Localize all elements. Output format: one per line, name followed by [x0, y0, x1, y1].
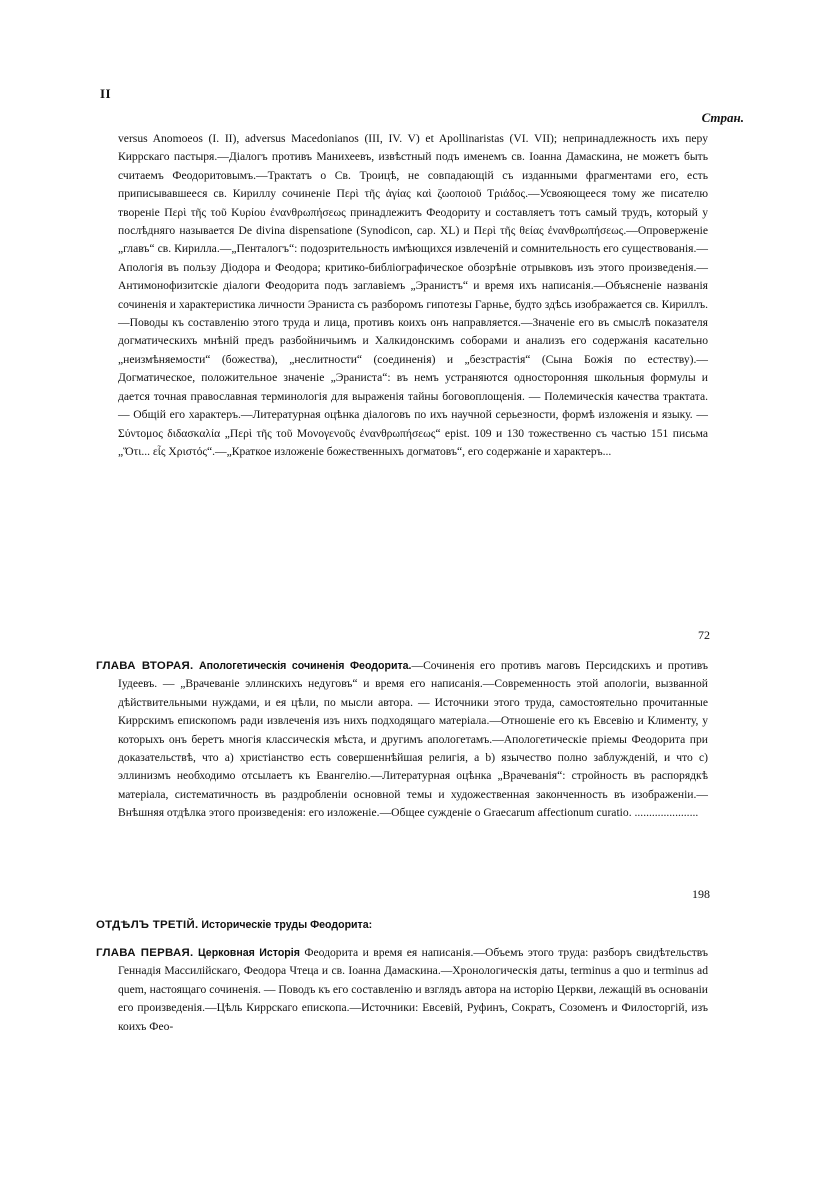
- entry-text: versus Anomoeos (I. II), adversus Macedonianos (III, IV. V) et Apollinaristas (VI. VII); непринадлежность ихъ перу Киррскаго пастыря.—Діалогъ противъ Манихеевъ, извѣстный подъ именемъ св. Іоанна Дамаскина, не можетъ быть считаемъ Феодоритовымъ.—Трактатъ о Св. Троицѣ, не совпадающій съ изданными фрагментами его, есть приписывавшееся св. Кириллу сочиненіе Περὶ τῆς ἁγίας καὶ ζωοποιοῦ Τριάδος.—Усвояющееся тому же писателю твореніе Περὶ τῆς τοῦ Κυρίου ἐνανθρωπήσεως принадлежитъ Феодориту и составляетъ тотъ самый трудъ, который у послѣдняго называется De divina dispensatione (Synodicon, cap. XL) и Περὶ τῆς θείας ἐνανθρωπήσεως.—Опроверженіе „главъ“ св. Кирилла.—„Пенталогъ“: подозрительность имѣющихся извлеченій и сомнительность его существованія.—Апологія въ пользу Діодора и Феодора; критико-библіографическое обозрѣніе отрывковъ изъ этого произведенія.—Антимонофизитскіе діалоги Феодорита подъ заглавіемъ „Эранистъ“ и время ихъ написанія.—Объясненіе названія сочиненія и характеристика личности Эраниста съ разборомъ гипотезы Гарнье, будто здѣсь изображается св. Кириллъ.—Поводы къ составленію этого труда и лица, противъ коихъ онъ направляется.—Значеніе его въ смыслѣ показателя догматическихъ мнѣній предъ разбойничьимъ и Халкидонскимъ соборами и анализъ его содержанія касательно „неизмѣняемости“ (божества), „неслитности“ (соединенія) и „безстрастія“ (Сына Божія по естеству).—Догматическое, положительное значеніе „Эраниста“: въ немъ устраняются односторонняя школьныя формулы и дается точная православная терминологія для выраженія тайны боговоплощенія. — Полемическія качества трактата. — Общій его характеръ.—Литературная оцѣнка діалоговъ по ихъ научной серьезности, формѣ изложенія и языку. — Σύντομος διδασκαλία „Περὶ τῆς τοῦ Μονογενοῦς ἐνανθρωπήσεως“ epist. 109 и 130 тожественно съ частью 151 письма „Ὅτι... εἷς Χριστός“.—„Краткое изложеніе божественныхъ догматовъ“, его содержаніе и характеръ...: [118, 132, 708, 458]
- entry-text: Феодорита и время ея написанія.—Объемъ этого труда: разборъ свидѣтельствъ Геннадія Массилійскаго, Феодора Чтеца и св. Іоанна Дамаскина.—Хронологическія даты, terminus a quo и terminus ad quem, настоящаго сочиненія. — Поводъ къ его составленію и взглядъ автора на исторію Церкви, лежащій въ основаніи его произведенія.—Цѣль Киррскаго епископа.—Источники: Евсевій, Руфинъ, Сократъ, Созоменъ и Филосторгій, изъ коихъ Фео-: [118, 946, 708, 1033]
- part-subheading: Историческіе труды Феодорита:: [201, 919, 373, 931]
- chapter-heading: ГЛАВА ПЕРВАЯ.: [96, 947, 194, 959]
- chapter-subheading: Церковная Исторія: [197, 947, 300, 959]
- page-number: II: [100, 86, 112, 101]
- chapter-subheading: Апологетическія сочиненія Феодорита.: [198, 660, 412, 672]
- toc-part-three: [96, 916, 708, 934]
- chapter-heading: ГЛАВА ВТОРАЯ.: [96, 660, 194, 672]
- page-ref: 72: [698, 628, 710, 642]
- entry-text: —Сочиненія его противъ маговъ Персидскихъ и противъ Іудеевъ. — „Врачеваніе эллинскихъ недуговъ“ и время его написанія.—Современность этой апологіи, вызванной дѣйствительными нуждами, и ея цѣли, по мысли автора. — Источники этого труда, самостоятельно прочитанные Киррскимъ епископомъ ради извлеченія изъ нихъ подходящаго матеріала.—Отношеніе его къ Евсевію и Клименту, у которыхъ онъ беретъ многія классическія мѣста, и другимъ апологетамъ.—Апологетическіе пріемы Феодорита при доказательствѣ, что a) христіанство есть совершеннѣйшая религія, а b) язычество полно заблужденій, и что c) эллинизмъ необходимо отсылаетъ къ Евангелію.—Литературная оцѣнка „Врачеванія“: стройность въ распорядкѣ матеріала, систематичность въ раздробленіи основной темы и художественная законченность въ изображеніи.—Внѣшняя отдѣлка этого произведенія: его изложеніе.—Общее сужденіе о Graecarum affectionum curatio. ......................: [118, 659, 708, 820]
- column-header: Стран.: [701, 110, 744, 125]
- part-paragraph: [96, 916, 708, 934]
- toc-entry-continuation: [96, 130, 708, 461]
- toc-entry-chapter-one: [96, 944, 708, 1036]
- toc-entry-chapter-two: [96, 657, 708, 823]
- part-heading: ОТДѢЛЪ ТРЕТІЙ.: [96, 919, 199, 931]
- entry-paragraph: [96, 657, 708, 823]
- entry-paragraph: [96, 944, 708, 1036]
- page-ref: 198: [692, 887, 710, 901]
